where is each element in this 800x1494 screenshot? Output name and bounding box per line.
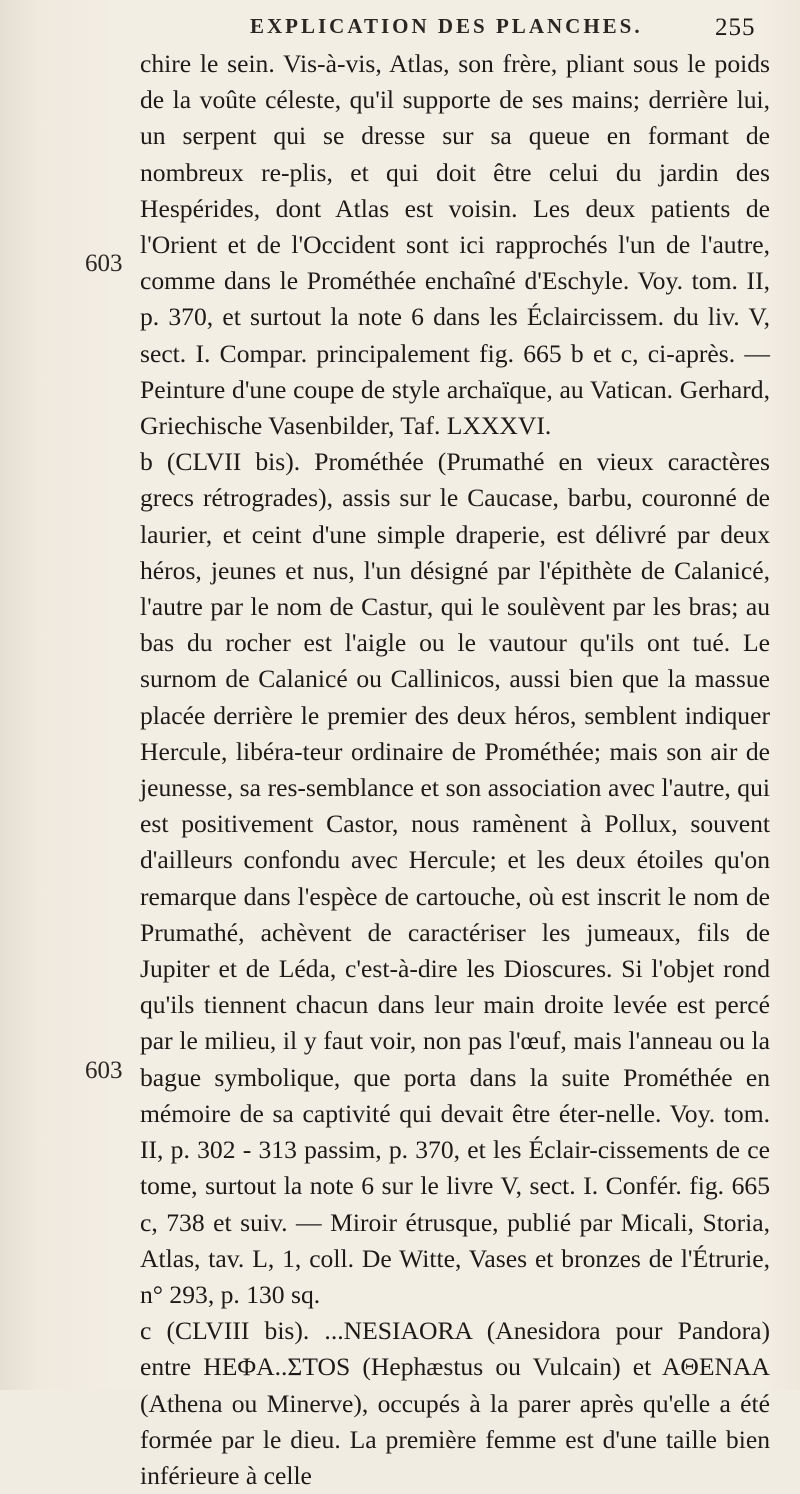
paragraph-fig-b: b (CLVII bis). Prométhée (Prumathé en vieux caractères grecs rétrogrades), assis sur le Caucase, barbu, couronné de laurier, et ceint d'une simple draperie, est délivré par deux héros, jeunes et nus, l'un désigné par l'épithète de Calanicé, l'autre par le nom de Castur, qui le soulèvent par les bras; au bas du rocher est l'aigle ou le vautour qu'ils ont tué. Le surnom de Calanicé ou Callinicos, aussi bien que la massue placée derrière le premier des deux héros, semblent indiquer Hercule, libéra-teur ordinaire de Prométhée; mais son air de jeunesse, sa res-semblance et son association avec l'autre, qui est positivement Castor, nous ramènent à Pollux, souvent d'ailleurs confondu avec Hercule; et les deux étoiles qu'on remarque dans l'espèce de cartouche, où est inscrit le nom de Prumathé, achèvent de caractériser les jumeaux, fils de Jupiter et de Léda, c'est-à-dire les Dioscures. Si l'objet rond qu'ils tiennent chacun dans leur main droite levée est percé par le milieu, il y faut voir, non pas l'œuf, mais l'anneau ou la bague symbolique, que porta dans la suite Prométhée en mémoire de sa captivité qui devait être éter-nelle. Voy. tom. II, p. 302 - 313 passim, p. 370, et les Éclair-cissements de ce tome, surtout la note 6 sur le livre V, sect. I. Confér. fig. 665 c, 738 et suiv. — Miroir étrusque, publié par Micali, Storia, Atlas, tav. L, 1, coll. De Witte, Vases et bronzes de l'Étrurie, n° 293, p. 130 sq. xyxy=(140,447,770,1309)
running-head: EXPLICATION DES PLANCHES. xyxy=(250,14,643,38)
margin-figure-number: 603 xyxy=(85,1057,123,1084)
page-header xyxy=(0,6,800,46)
body-text xyxy=(140,46,770,1494)
page-number: 255 xyxy=(715,14,756,41)
paragraph-atlas: chire le sein. Vis-à-vis, Atlas, son frère, pliant sous le poids de la voûte céleste, qu'il supporte de ses mains; derrière lui, un serpent qui se dresse sur sa queue en formant de nombreux re-plis, et qui doit être celui du jardin des Hespérides, dont Atlas est voisin. Les deux patients de l'Orient et de l'Occident sont ici rapprochés l'un de l'autre, comme dans le Prométhée enchaîné d'Eschyle. Voy. tom. II, p. 370, et surtout la note 6 dans les Éclaircissem. du liv. V, sect. I. Compar. principalement fig. 665 b et c, ci-après. — Peinture d'une coupe de style archaïque, au Vatican. Gerhard, Griechische Vasenbilder, Taf. LXXXVI. xyxy=(140,49,770,441)
paragraph-fig-c: c (CLVIII bis). ...NESIAORA (Anesidora pour Pandora) entre HEΦA..ΣTOS (Hephæstus ou Vulcain) et AΘENAA (Athena ou Minerve), occupés à la parer après qu'elle a été formée par le dieu. La première femme est d'une taille bien inférieure à celle xyxy=(140,1316,770,1490)
margin-figure-number: 603 xyxy=(85,250,123,277)
